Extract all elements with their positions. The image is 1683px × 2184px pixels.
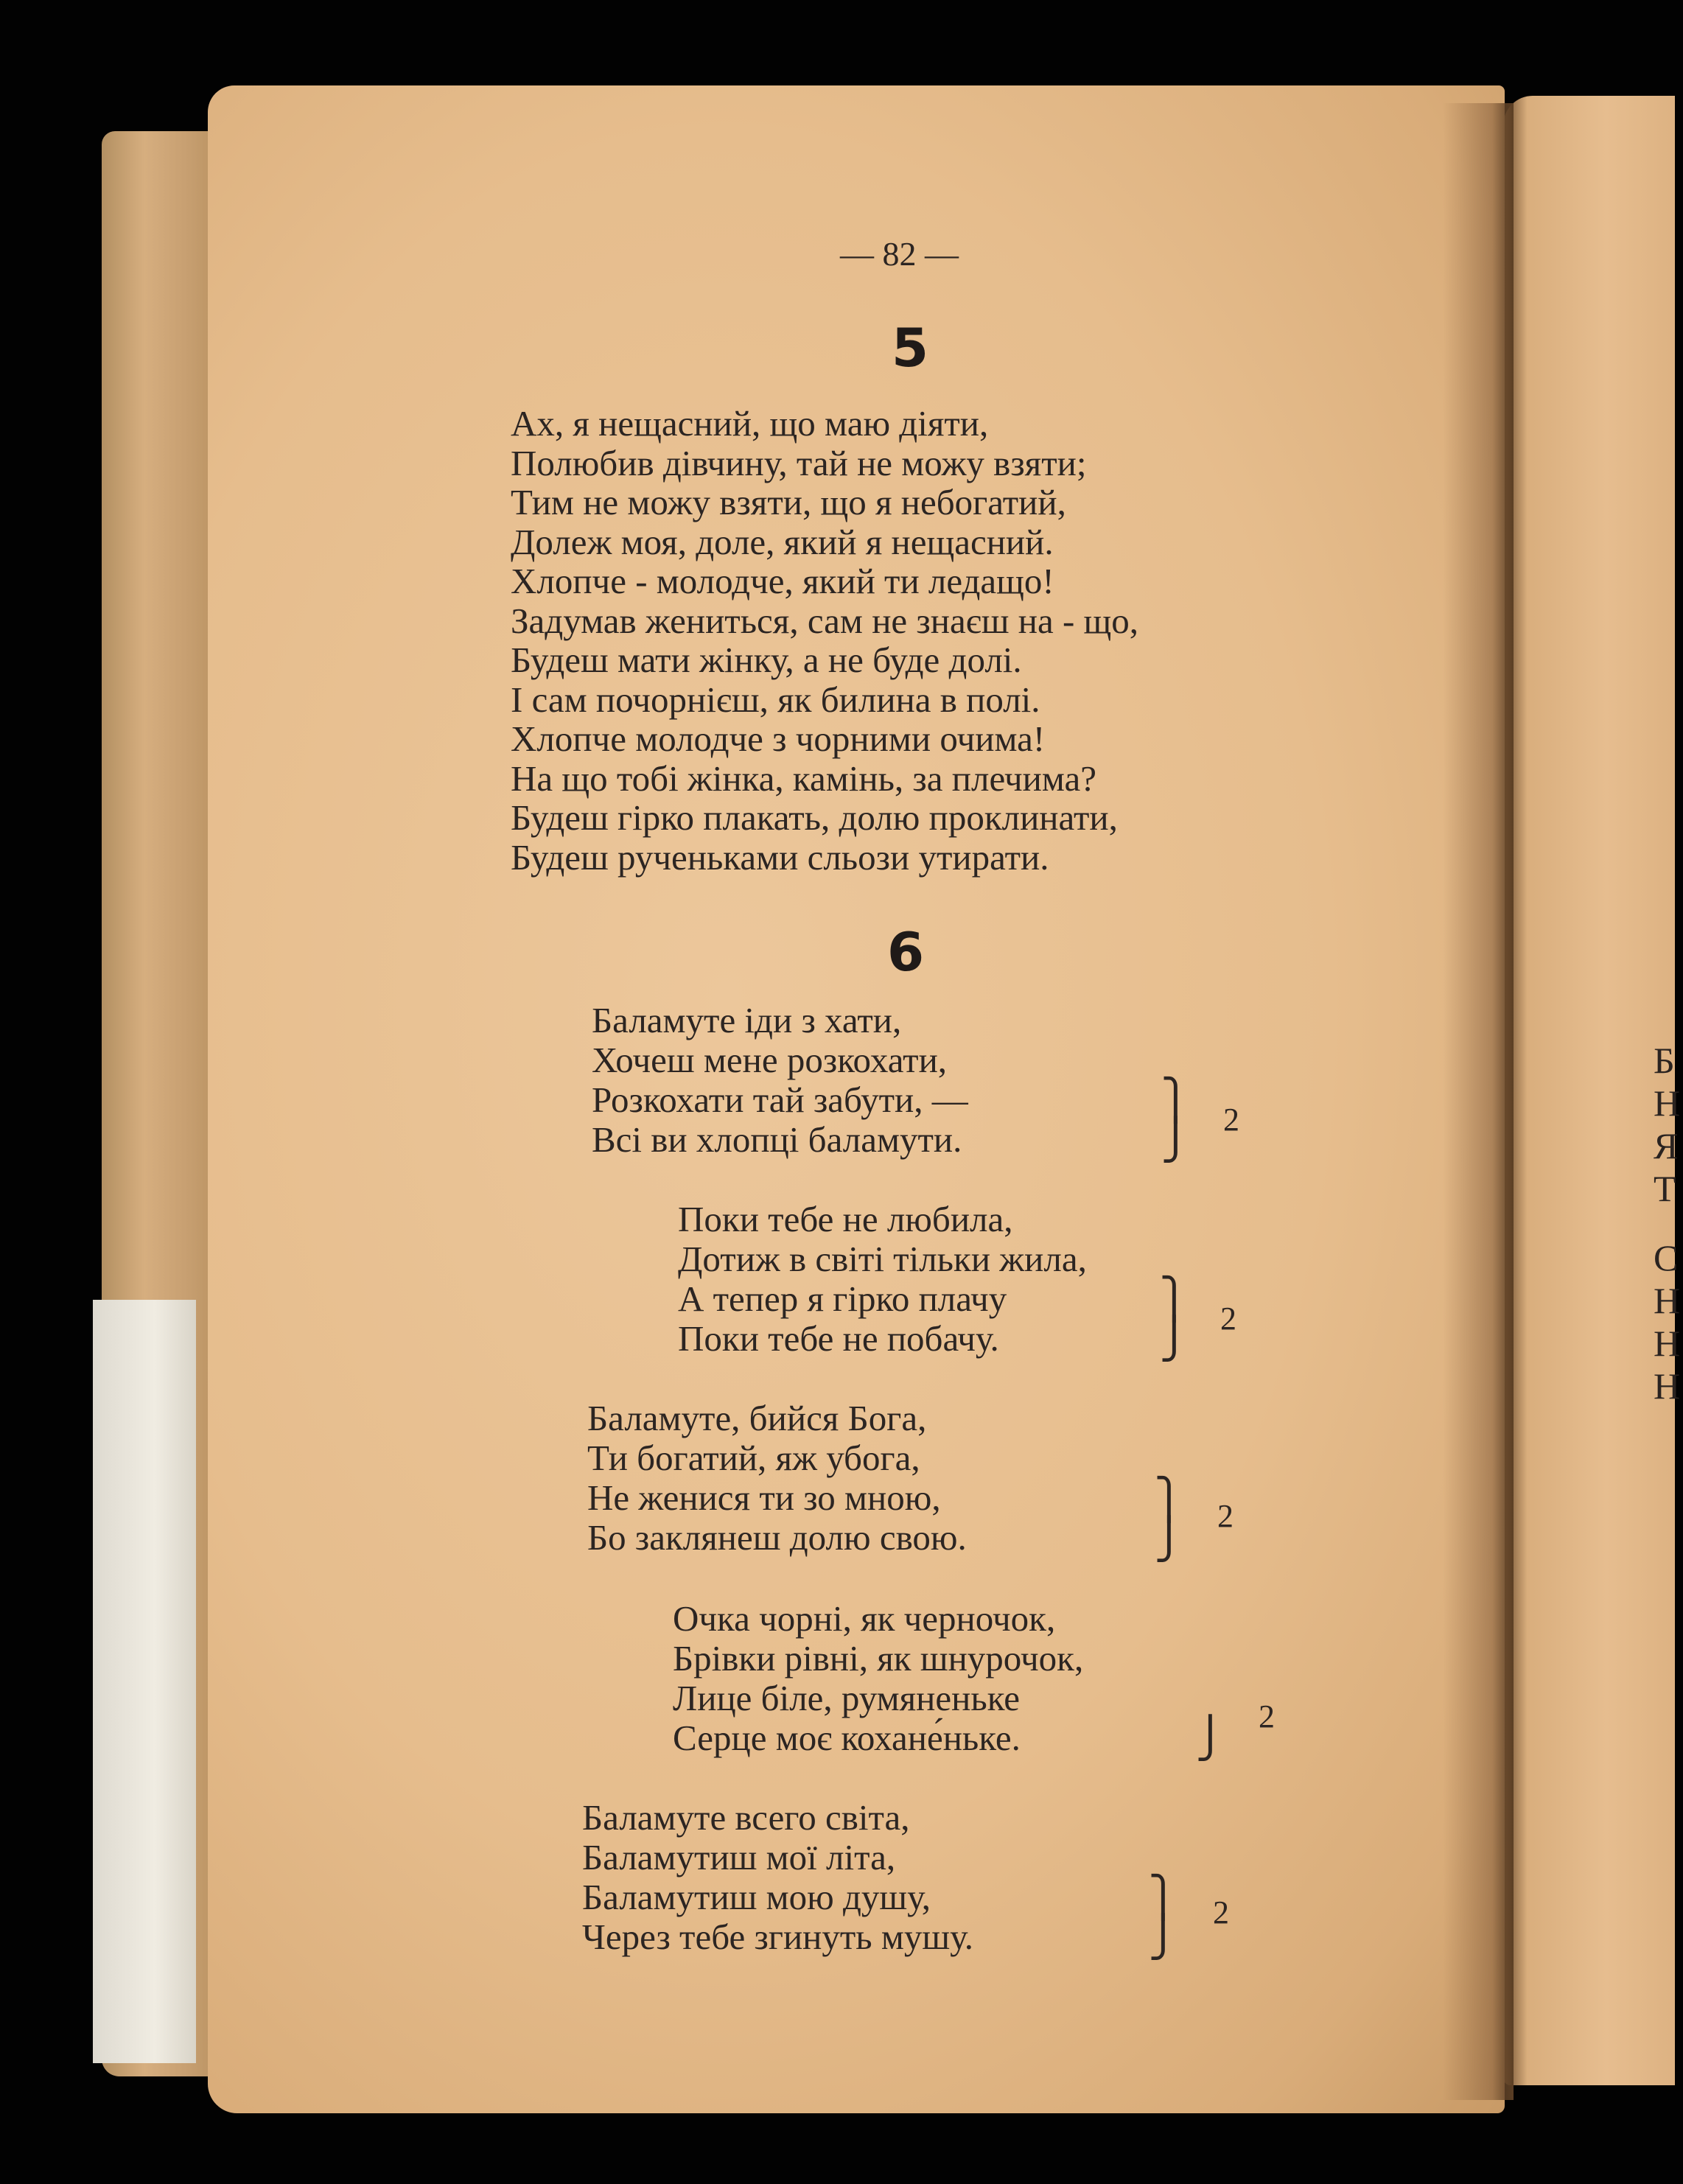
facing-letter: Я	[1654, 1125, 1679, 1166]
verse-line: Баламуте всего світа,	[582, 1797, 910, 1838]
verse-line: Хочеш мене розкохати,	[592, 1040, 948, 1080]
verse-line: Розкохати тай забути, —	[592, 1079, 968, 1120]
verse-line: Будеш рученьками сльози утирати.	[511, 836, 1049, 878]
facing-letter: Н	[1654, 1365, 1681, 1407]
verse-line: Через тебе згинуть мушу.	[582, 1917, 973, 1957]
verse-line: Полюбив дівчину, тай не можу взяти;	[511, 442, 1087, 483]
facing-letter: С	[1654, 1237, 1679, 1278]
verse-line: Тим не можу взяти, що я небогатий,	[511, 482, 1066, 522]
repeat-brace: ⎫ ⎭	[1161, 1078, 1191, 1162]
song-5-text	[511, 404, 1138, 877]
facing-letter: Б	[1654, 1040, 1675, 1081]
verse-line: Баламуте іди з хати,	[592, 1000, 902, 1040]
verse-line: Будеш гірко плакать, долю проклинати,	[511, 797, 1118, 838]
verse-line: Очка чорні, як черночок,	[673, 1598, 1056, 1639]
repeat-count: 2	[1223, 1102, 1239, 1138]
facing-letter: Н	[1654, 1082, 1681, 1124]
verse-line: Баламутиш мої літа,	[582, 1837, 896, 1877]
song-5-number: 5	[892, 317, 929, 379]
page-gutter-shadow	[1443, 103, 1514, 2100]
verse-line: Хлопче молодче з чорними очима!	[511, 718, 1046, 759]
verse-line: Баламутиш мою душу,	[582, 1877, 931, 1917]
page-number: — 82 —	[840, 235, 959, 273]
verse-line: Брівки рівні, як шнурочок,	[673, 1638, 1084, 1679]
verse-line: Всі ви хлопці баламути.	[592, 1119, 962, 1160]
facing-letter: Н	[1654, 1323, 1681, 1364]
repeat-count: 2	[1213, 1894, 1229, 1931]
verse-line: І сам почорнієш, як билина в полі.	[511, 679, 1040, 720]
facing-letter: Т	[1654, 1168, 1676, 1209]
repeat-count: 2	[1259, 1698, 1275, 1735]
verse-line: Дотиж в світі тільки жила,	[678, 1239, 1087, 1279]
verse-line: Баламуте, бийся Бога,	[587, 1398, 927, 1438]
verse-line: Не женися ти зо мною,	[587, 1477, 941, 1518]
stanza-1	[592, 1001, 968, 1160]
verse-line: Будеш мати жінку, а не буде долі.	[511, 640, 1022, 680]
repeat-brace: ⎫ ⎭	[1159, 1277, 1189, 1361]
verse-line: Серце моє кохане́ньке.	[673, 1718, 1021, 1758]
verse-line: Поки тебе не побачу.	[678, 1318, 999, 1359]
verse-line: Долеж моя, доле, який я нещасний.	[511, 521, 1054, 562]
verse-line: Ти богатий, яж убога,	[587, 1438, 920, 1478]
facing-page-letters	[1654, 1039, 1683, 1407]
verse-line: Лице біле, румяненьке	[673, 1678, 1021, 1718]
song-6-number: 6	[887, 921, 925, 983]
stanza-2	[678, 1200, 1087, 1359]
facing-page	[1503, 96, 1675, 2085]
repeat-brace: ⎭	[1195, 1716, 1225, 1760]
stanza-4	[673, 1599, 1083, 1758]
stanza-5	[582, 1798, 973, 1957]
stanza-3	[587, 1399, 967, 1558]
verse-line: Поки тебе не любила,	[678, 1199, 1013, 1239]
repeat-count: 2	[1220, 1301, 1236, 1337]
repeat-brace: ⎫ ⎭	[1154, 1477, 1184, 1561]
verse-line: Ах, я нещасний, що маю діяти,	[511, 403, 989, 444]
repeat-count: 2	[1217, 1498, 1234, 1534]
facing-letter: Н	[1654, 1280, 1681, 1321]
verse-line: Хлопче - молодче, який ти ледащо!	[511, 561, 1054, 601]
verse-line: А тепер я гірко плачу	[678, 1278, 1007, 1319]
verse-line: Задумав жениться, сам не знаєш на - що,	[511, 600, 1139, 641]
verse-line: На що тобі жінка, камінь, за плечима?	[511, 757, 1097, 799]
paper-sticker	[93, 1300, 196, 2063]
repeat-brace: ⎫ ⎭	[1148, 1875, 1178, 1959]
verse-line: Бо заклянеш долю свою.	[587, 1517, 967, 1558]
